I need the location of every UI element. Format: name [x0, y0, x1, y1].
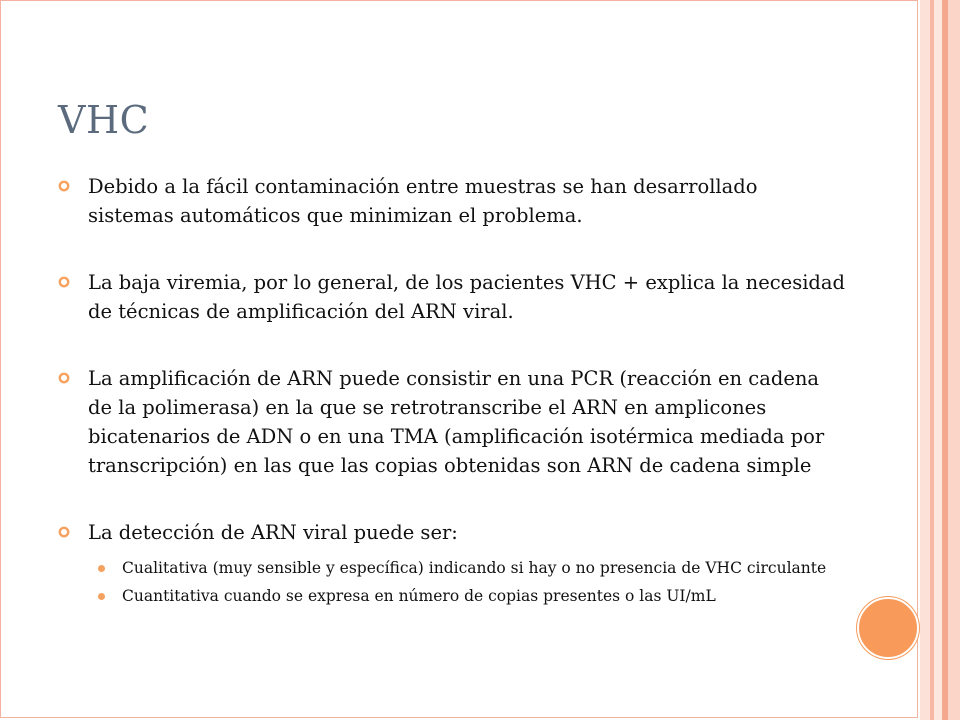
sub-bullet-item — [98, 587, 848, 606]
decorative-stripe — [948, 0, 960, 720]
ring-bullet-icon — [58, 372, 70, 384]
slide-title: VHC — [58, 98, 150, 142]
dot-bullet-icon — [98, 565, 105, 572]
decorative-stripe — [934, 0, 942, 720]
bullet-item — [58, 364, 848, 480]
sub-bullet-text: Cuantitativa cuando se expresa en número de copias presentes o las UI/mL — [122, 587, 716, 605]
sub-bullet-item — [98, 559, 848, 578]
bullet-item — [58, 518, 848, 547]
bullet-text: Debido a la fácil contaminación entre muestras se han desarrollado sistemas automáticos que minimizan el problema. — [88, 175, 758, 227]
bullet-item — [58, 172, 848, 230]
bullet-text: La amplificación de ARN puede consistir en una PCR (reacción en cadena de la polimerasa) en la que se retrotranscribe el ARN en amplicones bicatenarios de ADN o en una TMA (amplificación isotérmica mediada por transcripción) en las que las copias obtenidas son ARN de cadena simple — [88, 367, 825, 477]
bullet-text: La detección de ARN viral puede ser: — [88, 521, 458, 544]
sub-bullet-text: Cualitativa (muy sensible y específica) indicando si hay o no presencia de VHC circulante — [122, 559, 827, 577]
bullet-item — [58, 268, 848, 326]
ring-bullet-icon — [58, 526, 70, 538]
sub-bullet-list — [98, 559, 848, 606]
decorative-stripe — [920, 0, 930, 720]
slide-content — [58, 172, 848, 615]
ring-bullet-icon — [58, 276, 70, 288]
bullet-text: La baja viremia, por lo general, de los pacientes VHC + explica la necesidad de técnicas de amplificación del ARN viral. — [88, 271, 846, 323]
ring-bullet-icon — [58, 180, 70, 192]
dot-bullet-icon — [98, 593, 105, 600]
decorative-orange-circle — [857, 597, 919, 659]
